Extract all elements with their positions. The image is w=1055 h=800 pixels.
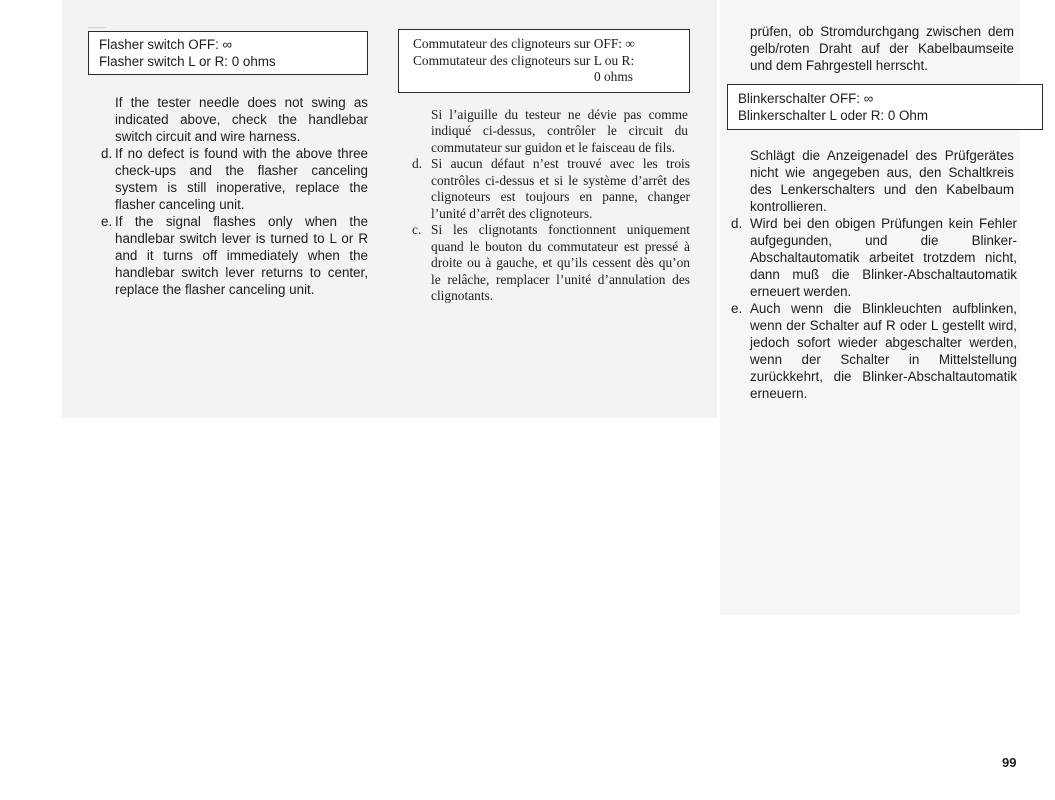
english-item-d-marker: d. [101, 146, 113, 161]
french-column [398, 29, 690, 305]
french-item-c-text: Si les clignotants fonctionnent uniquement quand le bouton du commutateur est pressé à droite ou à gauche, et qu’ils cessent dès qu’on le relâche, remplacer l’unité d’annulation des clignotants. [431, 222, 690, 303]
german-item-e-marker: e. [731, 301, 743, 316]
english-item-e [101, 213, 368, 298]
french-item-d [412, 156, 690, 222]
german-top-paragraph: prüfen, ob Stromdurchgang zwischen dem gelb/roten Draht auf der Kabelbaumseite und dem Fahrgestell herrscht. [750, 24, 1014, 73]
page-number: 99 [1002, 755, 1017, 770]
german-intro: Schlägt die Anzeigenadel des Prüfgerätes nicht wie angegeben aus, den Schaltkreis des Lenkerschalters und den Kabelbaum kontrollieren. [750, 148, 1014, 214]
english-spec-box [88, 31, 368, 75]
french-intro: Si l’aiguille du testeur ne dévie pas comme indiqué ci-dessus, contrôler le circuit du commutateur sur guidon et le faisceau de fils. [431, 106, 688, 155]
english-item-d-text: If no defect is found with the above three check-ups and the flasher canceling system is still inoperative, replace the flasher canceling unit. [115, 146, 368, 212]
french-item-d-marker: d. [412, 156, 423, 171]
french-spec-line-3: 0 ohms [593, 69, 633, 84]
german-spec-line-1: Blinkerschalter OFF: ∞ [738, 91, 874, 106]
french-spec-line-1: Commutateur des clignoteurs sur OFF: ∞ [413, 36, 635, 51]
english-column [88, 31, 368, 298]
german-item-d-text: Wird bei den obigen Prüfungen kein Fehler aufgegunden, und die Blinker-Abschaltautomatik arbeitet trotzdem nicht, dann muß die Blinker-Abschaltautomatik erneuert werden. [750, 216, 1017, 299]
english-item-d [101, 145, 368, 213]
german-column [727, 23, 1017, 402]
french-item-c-marker: c. [412, 222, 422, 237]
german-spec-box [727, 84, 1043, 130]
french-item-d-text: Si aucun défaut n’est trouvé avec les trois contrôles ci-dessus et si le système d’arrêt des clignoteurs est toujours en panne, changer l’unité d’arrêt des clignoteurs. [431, 156, 690, 221]
german-spec-line-2: Blinkerschalter L oder R: 0 Ohm [738, 108, 929, 123]
french-spec-box [398, 29, 690, 93]
english-item-e-marker: e. [101, 214, 113, 229]
german-item-d [731, 215, 1017, 300]
french-spec-line-2: Commutateur des clignoteurs sur L ou R: [413, 52, 635, 68]
english-item-e-text: If the signal flashes only when the handlebar switch lever is turned to L or R and it turns off immediately when the handlebar switch lever returns to center, replace the flasher canceling unit. [115, 214, 368, 297]
french-item-c [412, 222, 690, 305]
english-intro: If the tester needle does not swing as indicated above, check the handlebar switch circuit and wire harness. [115, 95, 368, 144]
german-item-d-marker: d. [731, 216, 743, 231]
german-item-e [731, 300, 1017, 402]
german-item-e-text: Auch wenn die Blinkleuchten aufblinken, wenn der Schalter auf R oder L gestellt wird, jedoch sofort wieder abgeschalter werden, wenn der Schalter in Mittelstellung zurückkehrt, die Blinker-Abschaltautomatik erneuern. [750, 301, 1017, 401]
english-spec-line-2: Flasher switch L or R: 0 ohms [99, 54, 276, 69]
english-spec-line-1: Flasher switch OFF: ∞ [99, 37, 233, 52]
scan-top-edge [88, 27, 106, 28]
